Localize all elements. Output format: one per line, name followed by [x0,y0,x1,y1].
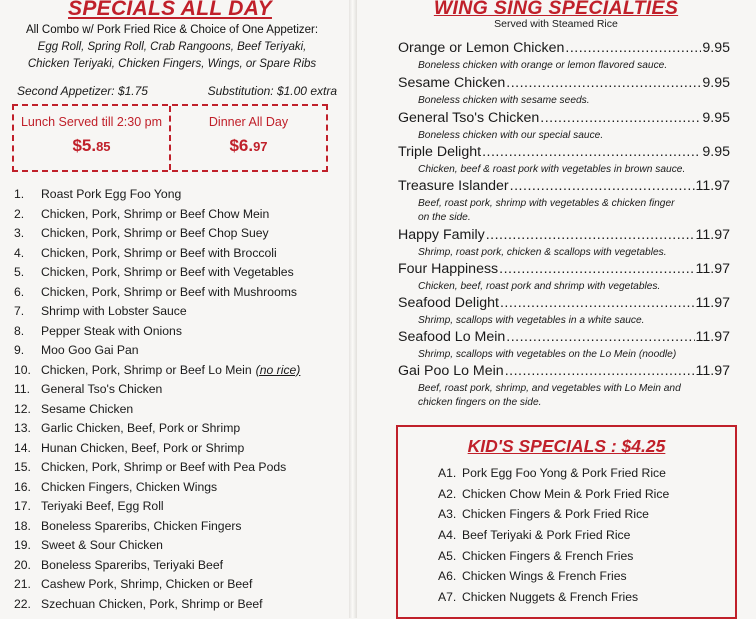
kids-special-item [438,525,735,546]
kids-specials-title: KID'S SPECIALS : $4.25 [467,436,666,456]
lunch-label: Lunch Served till 2:30 pm [20,115,163,129]
specialty-description [418,129,730,143]
specialty-item [398,227,730,260]
combo-item-name: Pepper Steak with Onions [41,323,182,338]
combo-item [14,361,300,381]
extras-line [17,84,337,98]
combo-item-number: 18. [14,518,31,533]
combo-item [14,400,300,420]
specialty-description-line: Boneless chicken with sesame seeds. [418,95,590,106]
combo-item-number: 10. [14,362,31,377]
kids-special-name: Chicken Fingers & Pork Fried Rice [462,507,649,522]
combo-item-number: 17. [14,499,31,513]
specialties-subtitle: Served with Steamed Rice [494,18,618,30]
specialty-description [418,280,730,294]
combo-item [14,341,300,361]
specialty-description-line: on the side. [418,211,471,223]
combo-item-name: Chicken, Pork, Shrimp or Beef with Mushrooms [41,284,298,299]
combo-item-name: Hunan Chicken, Beef, Pork or Shrimp [41,440,245,455]
kids-special-item [438,504,735,525]
specialty-name: Gai Poo Lo Mein [398,363,504,379]
specialty-description-line: Shrimp, scallops with vegetables in a white sauce. [418,315,645,326]
specialty-description-line: Boneless chicken with orange or lemon flavored sauce. [418,60,668,71]
combo-item-number: 7. [14,304,25,318]
combo-item [14,536,300,556]
combo-item-name: Chicken, Pork, Shrimp or Beef with Pea Pods [41,460,287,474]
kids-special-name: Chicken Fingers & French Fries [462,548,634,563]
dinner-price-box [169,106,326,170]
combo-item [14,205,300,225]
combo-item [14,458,300,478]
combo-list [14,185,300,614]
kids-special-item [438,587,735,608]
kids-special-code: A2. [438,486,457,501]
combo-item [14,439,300,459]
kids-special-name: Chicken Wings & French Fries [462,569,627,584]
specialty-name: Four Happiness [398,261,499,277]
combo-item-name: Chicken, Pork, Shrimp or Beef Lo Mein [41,362,252,377]
combo-item [14,263,300,283]
kids-special-code: A7. [438,590,457,605]
kids-special-item [438,484,735,505]
specialty-description-line: Chicken, beef & roast pork with vegetables in brown sauce. [418,164,686,175]
specialty-description-line: Beef, roast pork, shrimp with vegetables & chicken finger [418,198,675,209]
combo-item [14,322,300,342]
specialty-description [418,246,730,260]
specialty-name: Seafood Delight [398,295,499,311]
combo-item [14,517,300,537]
kids-special-item [438,546,735,567]
combo-item-number: 8. [14,323,25,338]
specialty-name: Orange or Lemon Chicken [398,40,565,56]
dot-leader [506,329,694,345]
specialty-description [418,94,730,108]
specialty-price: 11.97 [695,363,730,379]
kids-special-name: Beef Teriyaki & Pork Fried Rice [462,528,631,543]
specialty-name: Triple Delight [398,144,482,160]
combo-item-number: 14. [14,440,31,455]
combo-item [14,244,300,264]
specialty-price: 11.97 [695,227,730,243]
combo-item-number: 3. [14,226,25,240]
specialty-item [398,40,730,73]
combo-item-number: 19. [14,538,31,552]
specialty-item [398,329,730,362]
combo-item-number: 5. [14,265,25,279]
wing-sing-specialties-panel [356,0,756,618]
kids-special-name: Chicken Nuggets & French Fries [462,590,639,605]
kids-special-code: A1. [438,466,457,480]
combo-item-name: Chicken Fingers, Chicken Wings [41,479,218,494]
kids-specials-list [438,463,735,608]
specialty-description-line: Shrimp, roast pork, chicken & scallops with vegetables. [418,247,667,258]
combo-line-3: Chicken Teriyaki, Chicken Fingers, Wings, or Spare Ribs [27,58,317,70]
combo-item [14,380,300,400]
combo-item-name: Chicken, Pork, Shrimp or Beef Chop Suey [41,226,269,240]
combo-item-number: 11. [14,382,31,396]
combo-item-name: Chicken, Pork, Shrimp or Beef with Broccoli [41,245,277,260]
kids-special-item [438,463,735,484]
combo-item-name: Cashew Pork, Shrimp, Chicken or Beef [41,577,253,591]
specialty-description-line: Beef, roast pork, shrimp, and vegetables with Lo Mein and [418,383,681,394]
specialty-name: Sesame Chicken [398,75,506,91]
lunch-price: $5.85 [72,136,111,155]
dot-leader [540,110,701,126]
kids-special-code: A4. [438,528,457,543]
combo-item-number: 21. [14,577,31,591]
specialty-description-line: Chicken, beef, roast pork and shrimp with vegetables. [418,281,661,292]
combo-item-number: 20. [14,557,31,572]
specials-all-day-title: SPECIALS ALL DAY [68,0,272,20]
combo-item-name: Chicken, Pork, Shrimp or Beef Chow Mein [41,206,270,221]
combo-item [14,302,300,322]
combo-item-note: (no rice) [255,362,301,377]
combo-line-2: Egg Roll, Spring Roll, Crab Rangoons, Beef Teriyaki, [37,41,307,53]
combo-item-number: 4. [14,245,25,260]
specialty-price: 9.95 [702,40,730,56]
dinner-label: Dinner All Day [208,115,289,129]
dot-leader [510,178,695,194]
specialty-name: Treasure Islander [398,178,509,194]
specialty-item [398,261,730,294]
specialty-price: 9.95 [702,110,730,126]
dot-leader [500,295,695,311]
combo-item [14,224,300,244]
combo-item [14,283,300,303]
combo-item-name: Roast Pork Egg Foo Yong [41,187,182,201]
specialty-price: 9.95 [702,75,730,91]
specialty-description-line: Shrimp, scallops with vegetables on the Lo Mein (noodle) [418,349,677,360]
dot-leader [486,227,695,243]
combo-item-number: 13. [14,421,31,435]
combo-price-boxes [12,104,328,172]
combo-item-number: 16. [14,479,31,494]
combo-item [14,575,300,595]
kids-specials-box [396,425,737,619]
specialty-description-line: chicken fingers on the side. [418,396,542,408]
dinner-price: $6.97 [229,136,268,155]
combo-line-1: All Combo w/ Pork Fried Rice & Choice of One Appetizer: [25,24,319,36]
specialty-item [398,295,730,328]
specialty-description [418,197,730,224]
kids-special-item [438,566,735,587]
combo-item-name: Szechuan Chicken, Pork, Shrimp or Beef [41,596,263,611]
dot-leader [482,144,701,160]
specialty-price: 11.97 [695,295,730,311]
kids-special-code: A6. [438,569,457,584]
combo-item [14,595,300,615]
combo-item [14,497,300,517]
specialty-description [418,314,730,328]
specialty-item [398,75,730,108]
combo-item-name: Sweet & Sour Chicken [41,538,163,552]
lunch-price-box [14,106,169,170]
kids-special-code: A5. [438,548,457,563]
kids-special-code: A3. [438,507,457,522]
substitution-price: Substitution: $1.00 extra [207,84,337,98]
dot-leader [505,363,695,379]
combo-description [0,22,344,73]
combo-item-name: Shrimp with Lobster Sauce [41,304,187,318]
combo-item [14,419,300,439]
combo-item-name: Garlic Chicken, Beef, Pork or Shrimp [41,421,241,435]
specialty-price: 9.95 [702,144,730,160]
combo-item-number: 22. [14,596,31,611]
specialty-description [418,348,730,362]
combo-item-name: Chicken, Pork, Shrimp or Beef with Vegetables [41,265,294,279]
dot-leader [506,75,701,91]
specialty-name: Seafood Lo Mein [398,329,506,345]
specialty-name: General Tso's Chicken [398,110,540,126]
kids-special-name: Chicken Chow Mein & Pork Fried Rice [462,486,670,501]
specialty-item [398,178,730,224]
dot-leader [499,261,694,277]
combo-item-name: Boneless Spareribs, Chicken Fingers [41,518,242,533]
specialty-item [398,144,730,177]
combo-item [14,478,300,498]
combo-item [14,185,300,205]
combo-item-name: General Tso's Chicken [41,382,163,396]
specialty-price: 11.97 [695,261,730,277]
specialty-item [398,363,730,409]
combo-item-number: 6. [14,284,25,299]
specialty-description [418,59,730,73]
combo-item-name: Moo Goo Gai Pan [41,343,139,357]
combo-item [14,556,300,576]
combo-item-number: 1. [14,187,25,201]
combo-item-name: Sesame Chicken [41,401,134,416]
combo-item-number: 2. [14,206,25,221]
specialty-name: Happy Family [398,227,485,243]
dot-leader [565,40,701,56]
specialty-item [398,110,730,143]
second-appetizer-price: Second Appetizer: $1.75 [17,84,148,98]
combo-item-name: Teriyaki Beef, Egg Roll [41,499,164,513]
specialties-title: WING SING SPECIALTIES [433,0,679,19]
combo-item-number: 15. [14,460,31,474]
specialty-price: 11.97 [695,329,730,345]
specials-all-day-panel [0,0,350,618]
combo-item-number: 12. [14,401,31,416]
combo-item-name: Boneless Spareribs, Teriyaki Beef [41,557,224,572]
combo-item-number: 9. [14,343,25,357]
specialty-price: 11.97 [695,178,730,194]
specialty-description-line: Boneless chicken with our special sauce. [418,130,604,141]
kids-special-name: Pork Egg Foo Yong & Pork Fried Rice [462,466,666,480]
specialty-description [418,382,730,409]
specialty-description [418,163,730,177]
